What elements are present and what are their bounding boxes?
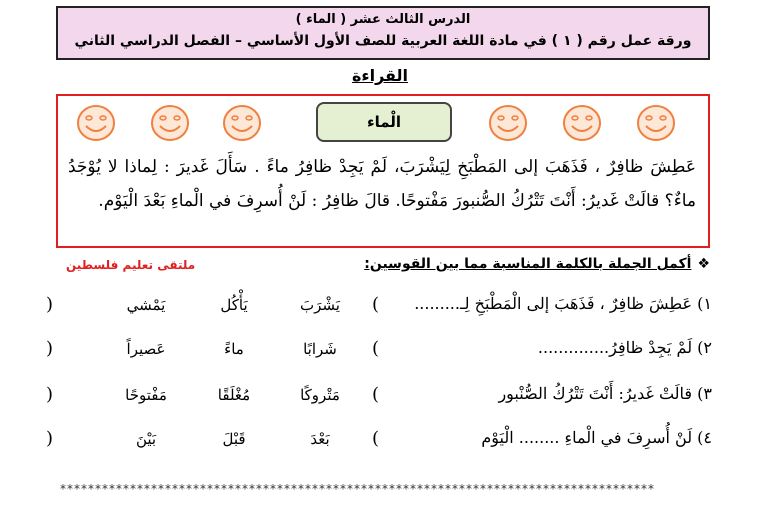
smiley-icon — [636, 104, 676, 142]
smiley-icon — [222, 104, 262, 142]
diamond-bullet-icon: ❖ — [697, 256, 710, 272]
open-paren: ( — [372, 338, 380, 359]
answer-option: يَشْرَبَ — [300, 296, 340, 314]
question-text: ٤) لَنْ أُسرِفَ في الْماءِ ........ الْيَوْم — [481, 428, 712, 447]
smiley-icon — [488, 104, 528, 142]
question-row — [0, 338, 768, 368]
smiley-icon — [150, 104, 190, 142]
open-paren: ( — [372, 294, 380, 315]
header-box — [56, 6, 710, 60]
reading-box — [56, 94, 710, 248]
worksheet-title: ورقة عمل رقم ( ١ ) في مادة اللغة العربية للصف الأول الأساسي – الفصل الدراسي الثاني — [74, 33, 692, 49]
question-row — [0, 428, 768, 458]
instruction-text: أكمل الجملة بالكلمة المناسبة مما بين القوسين: — [364, 256, 692, 272]
open-paren: ( — [372, 384, 380, 405]
answer-option: مَفْتوحًا — [125, 386, 167, 404]
section-title: القراءة — [351, 66, 409, 85]
answer-option: عَصيراً — [126, 340, 166, 358]
exercise-instruction — [364, 256, 710, 272]
question-text: ١) عَطِشَ ظافِرٌ ، فَذَهَبَ إلى الْمَطْبَخِ لِـ......... — [414, 294, 712, 313]
answer-option: بَيْنَ — [135, 430, 157, 448]
lesson-title: الدرس الثالث عشر ( الماء ) — [295, 12, 471, 27]
reading-paragraph: عَطِشَ ظافِرٌ ، فَذَهَبَ إلى المَطْبَخِ لِيَشْرَبَ، لَمْ يَجِدْ ظافِرُ ماءً . سَأَلَ غَديرَ : لِماذا لا يُوْجَدُ ماءٌ؟ قالَتْ غَديرُ: أَنْتَ تَتْرُكُ الصُّنبورَ مَفْتوحًا. قالَ ظافِرُ : لَنْ أُسرِفَ في الْماءِ بَعْدَ الْيَوْم. — [68, 157, 696, 211]
smiley-icon — [562, 104, 602, 142]
close-paren: ) — [46, 294, 54, 315]
question-row — [0, 294, 768, 324]
answer-option: قَبْلَ — [222, 430, 246, 448]
source-label: ملتقى تعليم فلسطين — [66, 258, 196, 272]
reading-title: الْماء — [316, 102, 452, 142]
close-paren: ) — [46, 338, 54, 359]
answer-option: ماءً — [224, 340, 244, 358]
close-paren: ) — [46, 428, 54, 449]
answer-option: يَمْشي — [126, 296, 166, 314]
question-row — [0, 384, 768, 414]
answer-option: مُغْلَقًا — [217, 386, 251, 404]
question-text: ٢) لَمْ يَجِدْ ظافِرُ.............. — [537, 338, 712, 357]
footer-divider: ************************************************************************************* — [60, 482, 655, 496]
answer-option: يَأْكُل — [220, 296, 248, 314]
answer-option: مَتْروكًا — [300, 386, 340, 404]
smiley-icon — [76, 104, 116, 142]
answer-option: بَعْدَ — [310, 430, 330, 448]
open-paren: ( — [372, 428, 380, 449]
close-paren: ) — [46, 384, 54, 405]
question-text: ٣) قالَتْ غَديرُ: أَنْتَ تَتْرُكُ الصُّنْبور — [498, 384, 712, 403]
answer-option: شَرابًا — [303, 340, 337, 358]
